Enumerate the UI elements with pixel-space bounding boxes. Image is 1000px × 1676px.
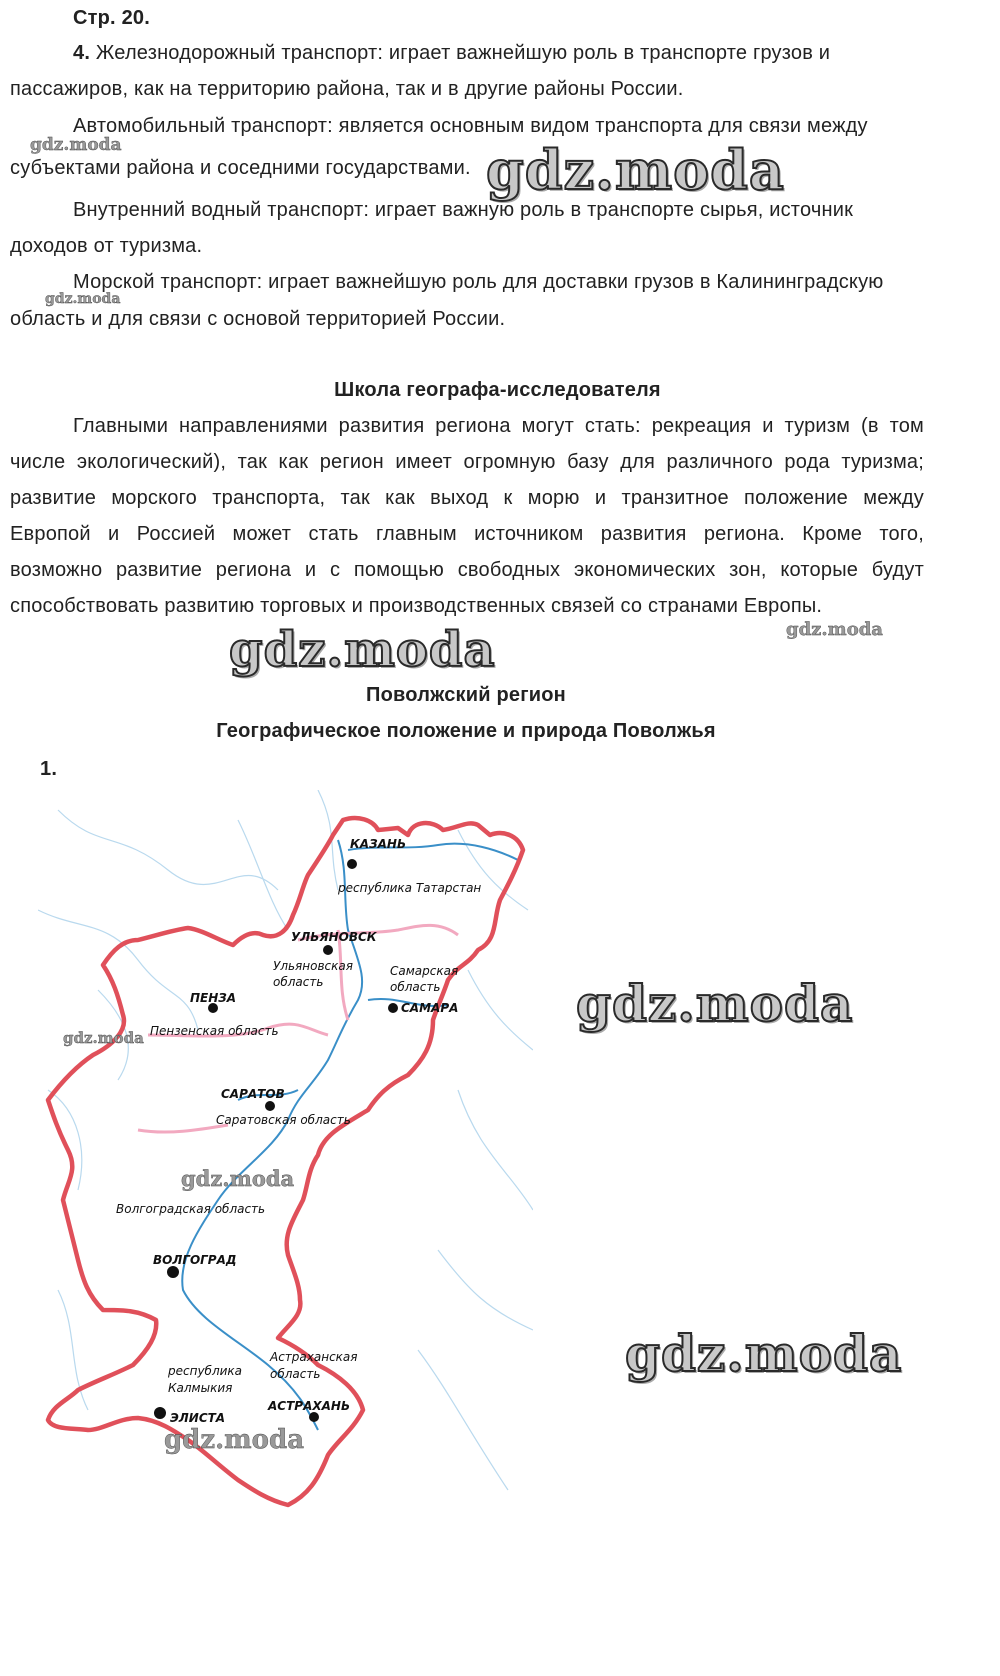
watermark-small: gdz.moda (786, 619, 883, 640)
watermark-large: gdz.moda (229, 622, 496, 678)
city-label-kazan: КАЗАНЬ (350, 837, 407, 851)
section4-para1-text: Железнодорожный транспорт: играет важнейшую роль в транспорте грузов и (95, 42, 831, 64)
city-dot-saratov (265, 1101, 275, 1111)
region-label-ulyanovsk-2: область (273, 975, 324, 989)
city-label-volgograd: ВОЛГОГРАД (153, 1253, 237, 1267)
river-line (38, 910, 198, 1030)
city-dot-kazan (347, 859, 357, 869)
region-title: Поволжский регион (366, 684, 566, 706)
section4-para2-line1: Автомобильный транспорт: является основным видом транспорта для связи между (73, 115, 868, 137)
watermark-small: gdz.moda (164, 1425, 305, 1455)
region-label-penza: Пензенская область (150, 1024, 279, 1038)
city-label-elista: ЭЛИСТА (170, 1411, 226, 1425)
school-line: развитие морского транспорта, так как выход к морю и транзитное положение между (10, 487, 924, 509)
section4-para4-line2: область и для связи с основой территорией России. (10, 308, 506, 330)
river-line (58, 810, 278, 890)
region-subtitle: Географическое положение и природа Поволжья (216, 720, 716, 742)
city-dot-volgograd (167, 1266, 179, 1278)
region-label-tatarstan: республика Татарстан (338, 881, 482, 895)
city-label-penza: ПЕНЗА (190, 991, 237, 1005)
river-line (418, 1350, 508, 1490)
region-label-astrakhan-2: область (270, 1367, 321, 1381)
city-label-astrakhan: АСТРАХАНЬ (268, 1399, 351, 1413)
map-background-rivers (38, 790, 533, 1490)
river-line (458, 1090, 533, 1210)
task-number: 1. (40, 758, 58, 780)
section4-para2-line2: субъектами района и соседними государствами. (10, 157, 471, 179)
watermark-small: gdz.moda (63, 1029, 144, 1047)
watermark-small: gdz.moda (30, 135, 122, 155)
city-dot-astrakhan (309, 1412, 319, 1422)
region-label-samara-1: Самарская (390, 964, 459, 978)
river-line (468, 970, 533, 1050)
watermark-small: gdz.moda (181, 1166, 295, 1191)
river-line (238, 820, 288, 930)
volga-main (182, 840, 362, 1430)
volga-river (182, 840, 518, 1430)
school-title: Школа географа-исследователя (334, 379, 661, 401)
section4-para3-line1: Внутренний водный транспорт: играет важную роль в транспорте сырья, источник (73, 199, 854, 221)
school-line: возможно развитие региона и с помощью свободных экономических зон, которые будут (10, 559, 924, 581)
city-label-samara: САМАРА (401, 1001, 459, 1015)
saratov-volgograd-border (138, 1125, 228, 1132)
section4-number: 4. (73, 42, 91, 64)
school-line: Главными направлениями развития региона могут стать: рекреация и туризм (в том (73, 415, 924, 437)
volga-region-map (38, 790, 533, 1515)
school-paragraph (10, 407, 924, 623)
watermark-small: gdz.moda (45, 291, 121, 307)
city-dot-elista (154, 1407, 166, 1419)
region-label-kalmykia-1: республика (168, 1364, 243, 1378)
city-label-ulyanovsk: УЛЬЯНОВСК (291, 930, 377, 944)
school-line: числе экологический), так как регион имеет огромную базу для различного рода туризма; (10, 451, 924, 473)
region-label-volgograd: Волгоградская область (116, 1202, 266, 1216)
region-label-astrakhan-1: Астраханская (270, 1350, 358, 1364)
watermark-large: gdz.moda (486, 138, 785, 202)
region-label-ulyanovsk-1: Ульяновская (273, 959, 353, 973)
watermark-large: gdz.moda (576, 974, 854, 1033)
section4-para1-line2: пассажиров, как на территорию района, так и в другие районы России. (10, 78, 684, 100)
region-label-saratov: Саратовская область (216, 1113, 351, 1127)
region-label-kalmykia-2: Калмыкия (168, 1381, 233, 1395)
watermark-large: gdz.moda (625, 1324, 903, 1383)
section4-para4-line1: Морской транспорт: играет важнейшую роль для доставки грузов в Калининградскую (73, 271, 884, 293)
region-label-samara-2: область (390, 980, 441, 994)
river-line (438, 1250, 533, 1330)
page-label: Стр. 20. (73, 7, 150, 29)
city-dot-ulyanovsk (323, 945, 333, 955)
section4-para1-line1 (73, 34, 830, 72)
city-dot-samara (388, 1003, 398, 1013)
school-line: способствовать развитию торговых и производственных связей со странами Европы. (10, 595, 823, 617)
city-label-saratov: САРАТОВ (221, 1087, 285, 1101)
school-line: Европой и Россией может стать главным источником развития региона. Кроме того, (10, 523, 924, 545)
section4-para3-line2: доходов от туризма. (10, 235, 203, 257)
